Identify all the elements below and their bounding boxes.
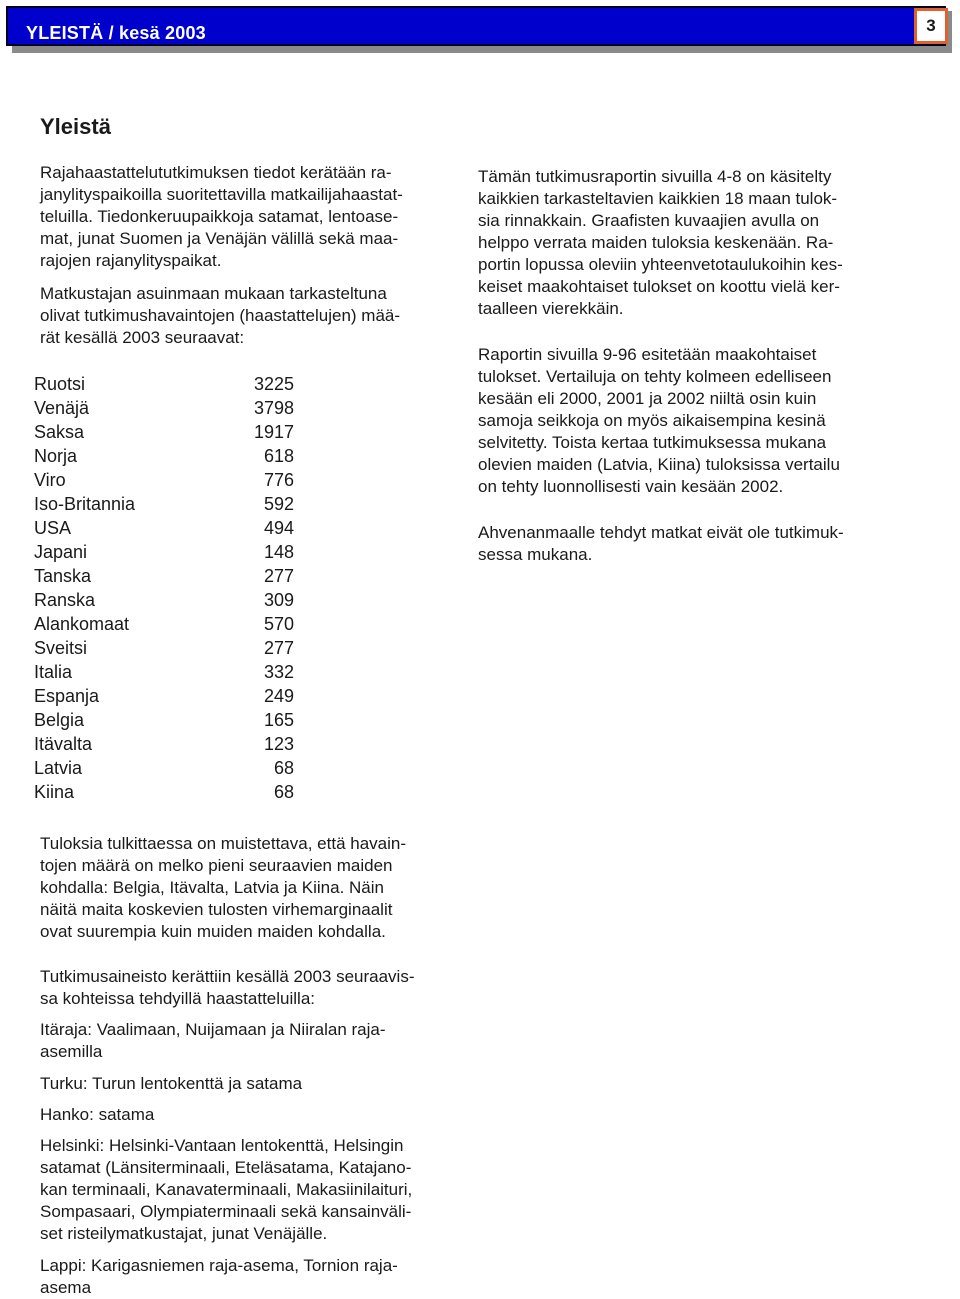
text-line: Raportin sivuilla 9-96 esitetään maakohtaiset <box>478 345 817 364</box>
text-line: Sompasaari, Olympiaterminaali sekä kansainväli- <box>40 1202 412 1221</box>
observation-count: 332 <box>263 662 294 682</box>
observation-count: 618 <box>263 446 294 466</box>
text-line: rät kesällä 2003 seuraavat: <box>40 328 245 347</box>
observation-count: 277 <box>263 638 294 658</box>
observation-count: 494 <box>263 518 294 538</box>
interpretation-note <box>40 833 406 943</box>
header-title: YLEISTÄ / kesä 2003 <box>26 23 206 43</box>
country-name: Kiina <box>34 782 75 802</box>
country-name: Iso-Britannia <box>34 494 136 514</box>
table-row <box>34 756 294 780</box>
text-line: tulokset. Vertailuja on tehty kolmeen edelliseen <box>478 367 832 386</box>
country-name: Sveitsi <box>34 638 88 658</box>
country-name: Viro <box>34 470 66 490</box>
observation-count: 165 <box>263 710 294 730</box>
location-turku <box>40 1073 302 1095</box>
text-line: Hanko: satama <box>40 1105 155 1124</box>
observation-count: 68 <box>273 782 294 802</box>
text-line: näitä maita koskevien tulosten virhemarginaalit <box>40 900 393 919</box>
locations-intro <box>40 966 415 1010</box>
location-itaraja <box>40 1019 386 1063</box>
text-line: sessa mukana. <box>478 545 593 564</box>
country-name: Alankomaat <box>34 614 130 634</box>
table-row <box>34 396 294 420</box>
table-row <box>34 612 294 636</box>
country-name: Itävalta <box>34 734 93 754</box>
text-line: sia rinnakkain. Graafisten kuvaajien avulla on <box>478 211 820 230</box>
country-observations-table <box>34 372 294 804</box>
text-line: sa kohteissa tehdyillä haastatteluilla: <box>40 989 315 1008</box>
location-hanko <box>40 1104 154 1126</box>
text-line: tojen määrä on melko pieni seuraavien maiden <box>40 856 393 875</box>
intro-paragraph <box>40 162 403 272</box>
text-line: satamat (Länsiterminaali, Eteläsatama, Katajano- <box>40 1158 412 1177</box>
country-name: Saksa <box>34 422 85 442</box>
report-structure-paragraph <box>478 166 843 320</box>
country-name: Japani <box>34 542 88 562</box>
text-line: ovat suurempia kuin muiden maiden kohdalla. <box>40 922 386 941</box>
text-line: Tutkimusaineisto kerättiin kesällä 2003 seuraavis- <box>40 967 415 986</box>
text-line: Tuloksia tulkittaessa on muistettava, että havain- <box>40 834 406 853</box>
observation-count: 592 <box>263 494 294 514</box>
text-line: asema <box>40 1278 92 1297</box>
country-name: Ruotsi <box>34 374 86 394</box>
observation-count: 277 <box>263 566 294 586</box>
text-line: selvitetty. Toista kertaa tutkimuksessa mukana <box>478 433 827 452</box>
text-line: kaikkien tarkasteltavien kaikkien 18 maan tulok- <box>478 189 838 208</box>
sample-size-paragraph <box>40 283 400 349</box>
table-row <box>34 420 294 444</box>
country-results-paragraph <box>478 344 840 498</box>
text-line: olivat tutkimushavaintojen (haastattelujen) mää- <box>40 306 401 325</box>
table-row <box>34 540 294 564</box>
country-name: Venäjä <box>34 398 90 418</box>
text-line: samoja seikkoja on myös aikaisempina kesinä <box>478 411 826 430</box>
text-line: mat, junat Suomen ja Venäjän välillä sekä maa- <box>40 229 399 248</box>
text-line: kohdalla: Belgia, Itävalta, Latvia ja Kiina. Näin <box>40 878 384 897</box>
text-line: janylityspaikoilla suoritettavilla matkailijahaastat- <box>40 185 403 204</box>
text-line: helppo verrata maiden tuloksia keskenään. Ra- <box>478 233 834 252</box>
table-row <box>34 708 294 732</box>
table-row <box>34 516 294 540</box>
observation-count: 570 <box>263 614 294 634</box>
country-name: Ranska <box>34 590 96 610</box>
country-name: Espanja <box>34 686 100 706</box>
country-name: Tanska <box>34 566 92 586</box>
text-line: taalleen vierekkäin. <box>478 299 624 318</box>
table-row <box>34 468 294 492</box>
location-helsinki <box>40 1135 412 1245</box>
text-line: kesään eli 2000, 2001 ja 2002 niiltä osin kuin <box>478 389 817 408</box>
table-row <box>34 444 294 468</box>
country-name: Belgia <box>34 710 85 730</box>
text-line: Lappi: Karigasniemen raja-asema, Tornion raja- <box>40 1256 398 1275</box>
section-title: Yleistä <box>40 114 111 139</box>
table-row <box>34 780 294 804</box>
country-name: Italia <box>34 662 73 682</box>
table-row <box>34 732 294 756</box>
observation-count: 776 <box>263 470 294 490</box>
table-row <box>34 684 294 708</box>
table-row <box>34 492 294 516</box>
country-name: Norja <box>34 446 78 466</box>
table-row <box>34 660 294 684</box>
observation-count: 249 <box>263 686 294 706</box>
observation-count: 1917 <box>253 422 294 442</box>
text-line: Matkustajan asuinmaan mukaan tarkasteltuna <box>40 284 387 303</box>
table-row <box>34 372 294 396</box>
observation-count: 3225 <box>253 374 294 394</box>
text-line: Helsinki: Helsinki-Vantaan lentokenttä, Helsingin <box>40 1136 404 1155</box>
country-name: Latvia <box>34 758 83 778</box>
observation-count: 309 <box>263 590 294 610</box>
observation-count: 148 <box>263 542 294 562</box>
text-line: portin lopussa oleviin yhteenvetotaulukoihin kes- <box>478 255 843 274</box>
text-line: Ahvenanmaalle tehdyt matkat eivät ole tutkimuk- <box>478 523 844 542</box>
aland-note-paragraph <box>478 522 844 566</box>
location-lappi <box>40 1255 398 1299</box>
text-line: on tehty luonnollisesti vain kesään 2002. <box>478 477 784 496</box>
observation-count: 123 <box>263 734 294 754</box>
observation-count: 3798 <box>253 398 294 418</box>
page-header <box>6 6 946 46</box>
text-line: Tämän tutkimusraportin sivuilla 4-8 on käsitelty <box>478 167 832 186</box>
observation-count: 68 <box>273 758 294 778</box>
text-line: Rajahaastattelututkimuksen tiedot kerätään ra- <box>40 163 392 182</box>
text-line: olevien maiden (Latvia, Kiina) tuloksissa vertailu <box>478 455 840 474</box>
text-line: kan terminaali, Kanavaterminaali, Makasiinilaituri, <box>40 1180 413 1199</box>
table-row <box>34 564 294 588</box>
page-number: 3 <box>914 8 948 44</box>
text-line: rajojen rajanylityspaikat. <box>40 251 222 270</box>
country-name: USA <box>34 518 72 538</box>
text-line: Turku: Turun lentokenttä ja satama <box>40 1074 303 1093</box>
text-line: teluilla. Tiedonkeruupaikkoja satamat, lentoase- <box>40 207 399 226</box>
table-row <box>34 588 294 612</box>
table-row <box>34 636 294 660</box>
text-line: Itäraja: Vaalimaan, Nuijamaan ja Niiralan raja- <box>40 1020 386 1039</box>
text-line: asemilla <box>40 1042 103 1061</box>
text-line: keiset maakohtaiset tulokset on koottu vielä ker- <box>478 277 840 296</box>
text-line: set risteilymatkustajat, junat Venäjälle. <box>40 1224 328 1243</box>
